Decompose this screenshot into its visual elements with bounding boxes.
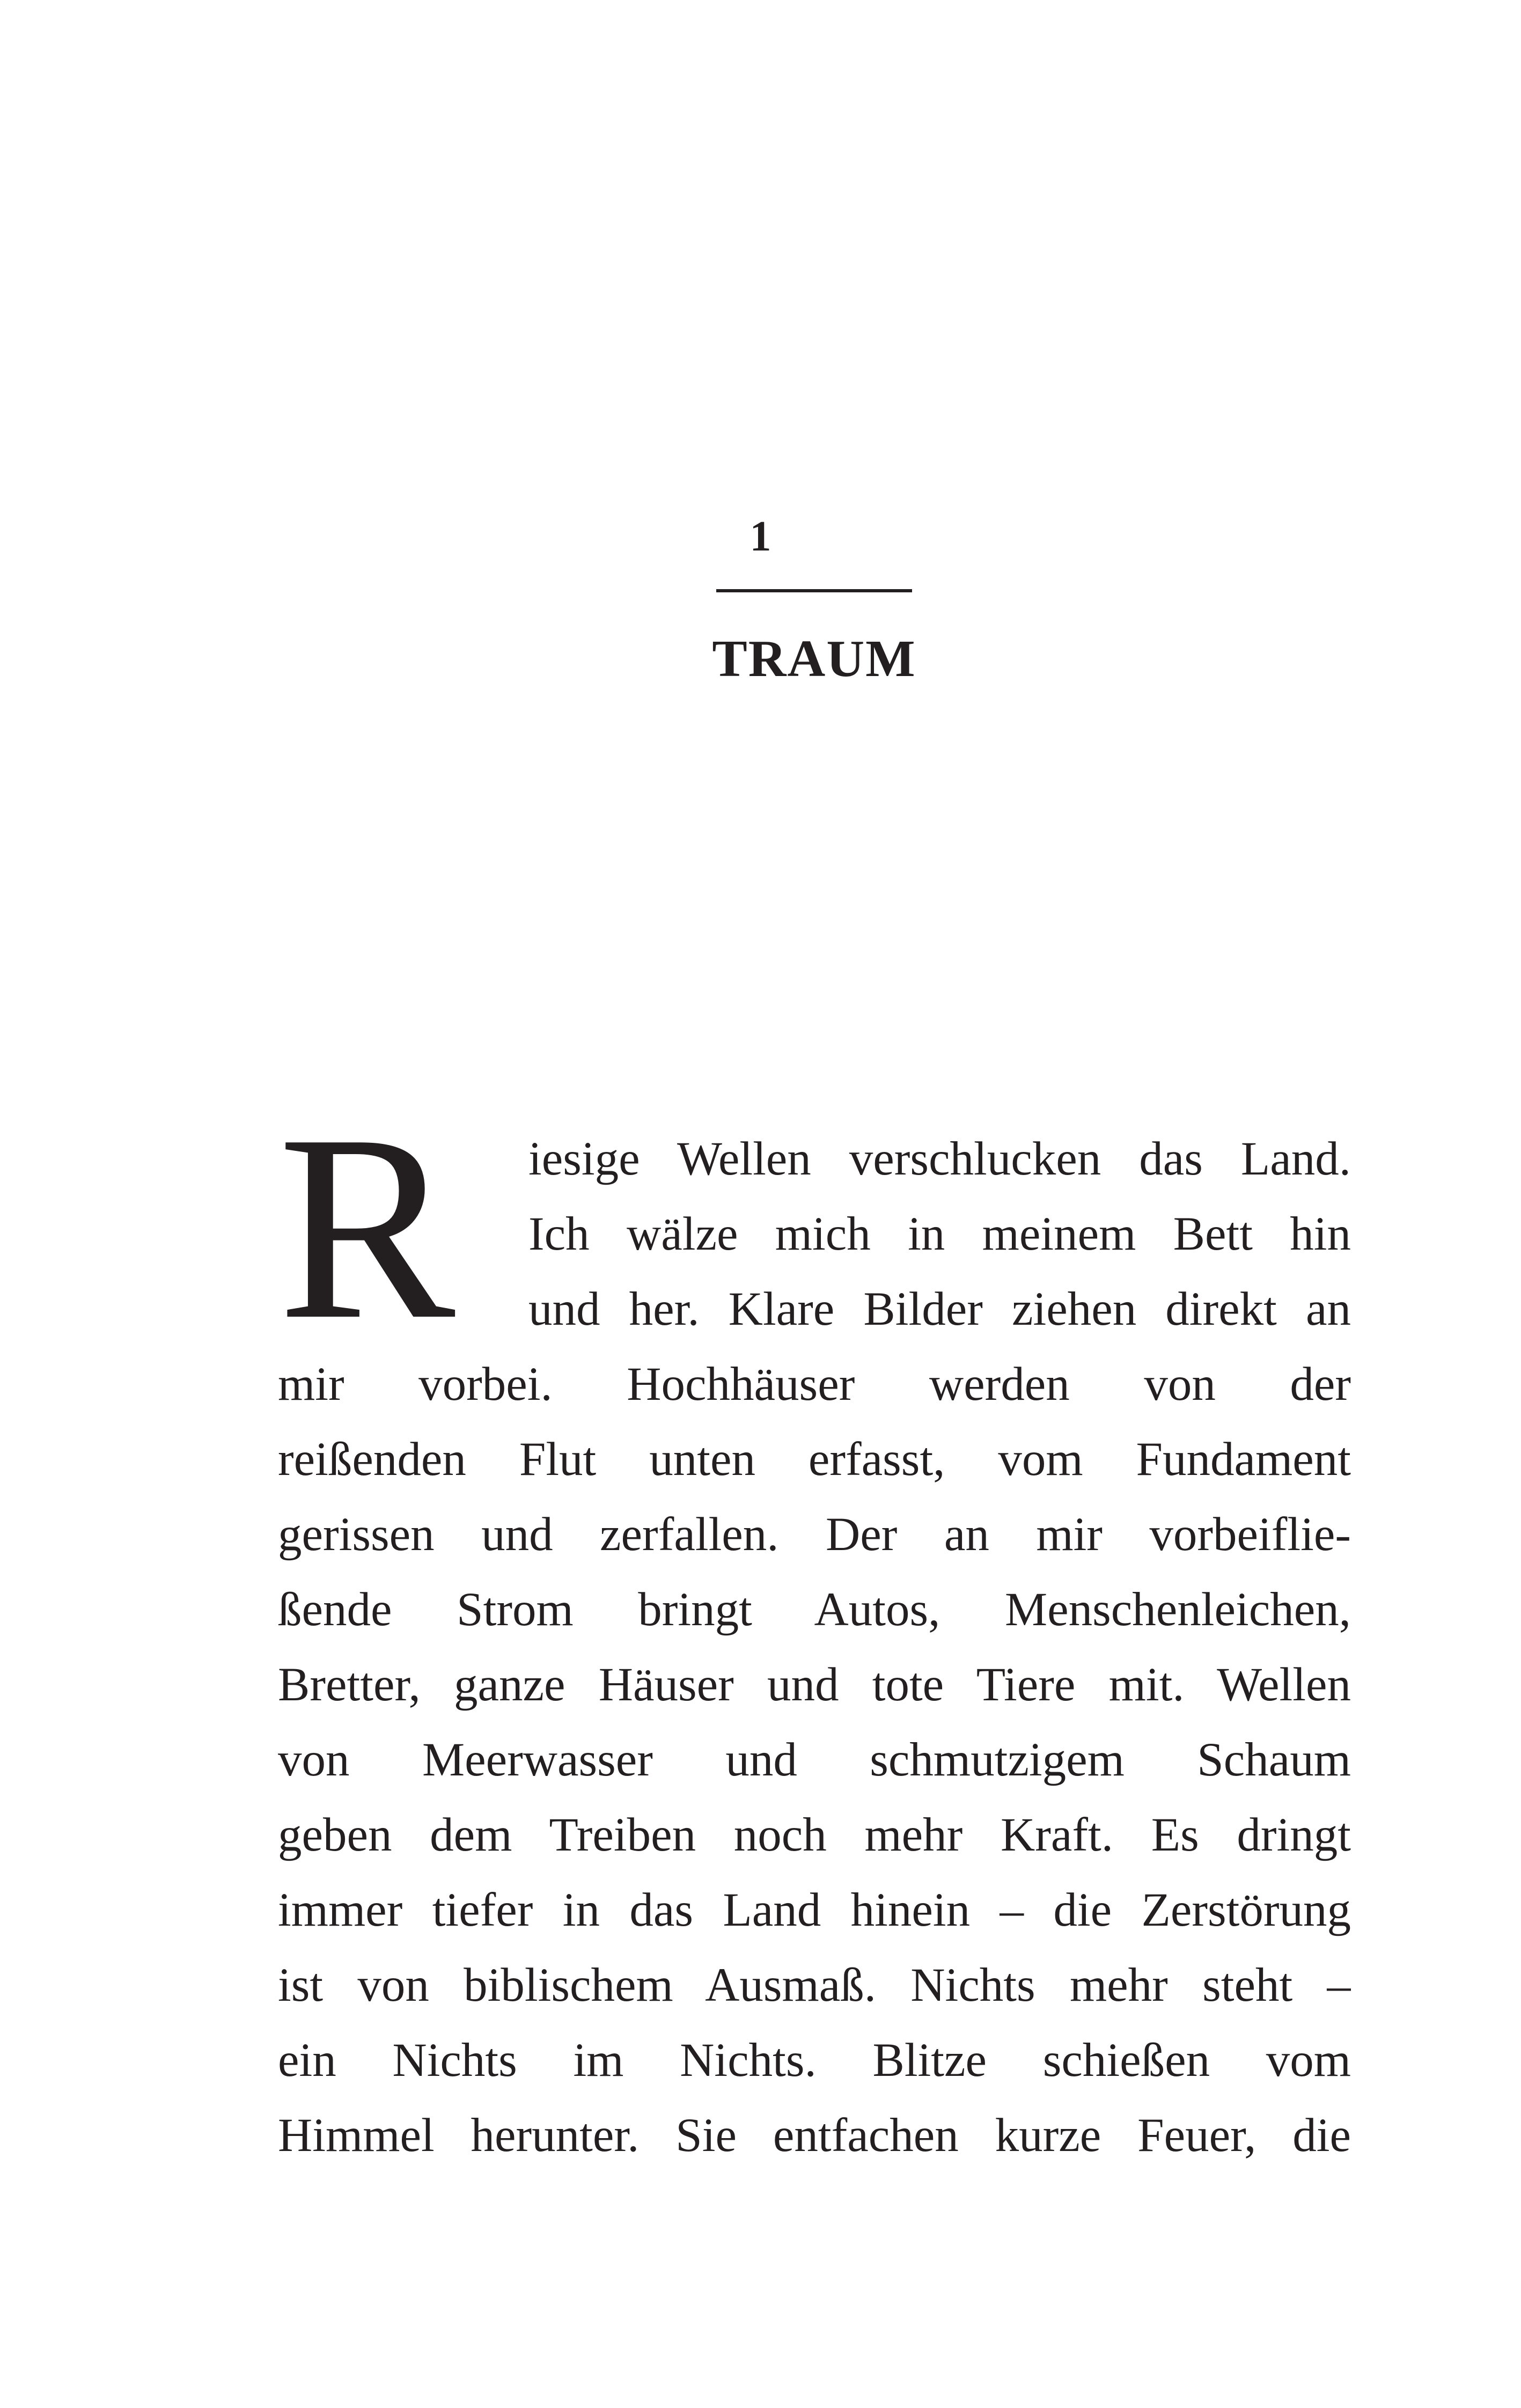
chapter-divider	[716, 589, 912, 592]
text-line: Bretter, ganze Häuser und tote Tiere mit. Wellen	[278, 1658, 1351, 1711]
text-line: Ich wälze mich in meinem Bett hin	[528, 1208, 1351, 1260]
text-line: immer tiefer in das Land hinein – die Zerstörung	[278, 1884, 1351, 1936]
body-paragraph	[278, 1121, 1351, 2173]
text-line: geben dem Treiben noch mehr Kraft. Es dringt	[278, 1809, 1351, 1861]
text-line: von Meerwasser und schmutzigem Schaum	[278, 1734, 1351, 1786]
text-line: gerissen und zerfallen. Der an mir vorbeiflie-	[278, 1508, 1351, 1561]
text-line: Himmel herunter. Sie entfachen kurze Feuer, die	[278, 2109, 1351, 2162]
text-line: reißenden Flut unten erfasst, vom Fundament	[278, 1433, 1351, 1486]
drop-cap: R	[278, 1080, 455, 1375]
text-line: mir vorbei. Hochhäuser werden von der	[278, 1358, 1351, 1411]
chapter-number: 1	[750, 513, 771, 560]
text-line: ist von biblischem Ausmaß. Nichts mehr steht –	[278, 1959, 1351, 2011]
chapter-title: TRAUM	[712, 630, 916, 688]
text-line: ßende Strom bringt Autos, Menschenleichen,	[278, 1583, 1351, 1636]
text-line: und her. Klare Bilder ziehen direkt an	[528, 1283, 1351, 1335]
text-line: iesige Wellen verschlucken das Land.	[528, 1133, 1351, 1185]
text-line: ein Nichts im Nichts. Blitze schießen vom	[278, 2034, 1351, 2087]
